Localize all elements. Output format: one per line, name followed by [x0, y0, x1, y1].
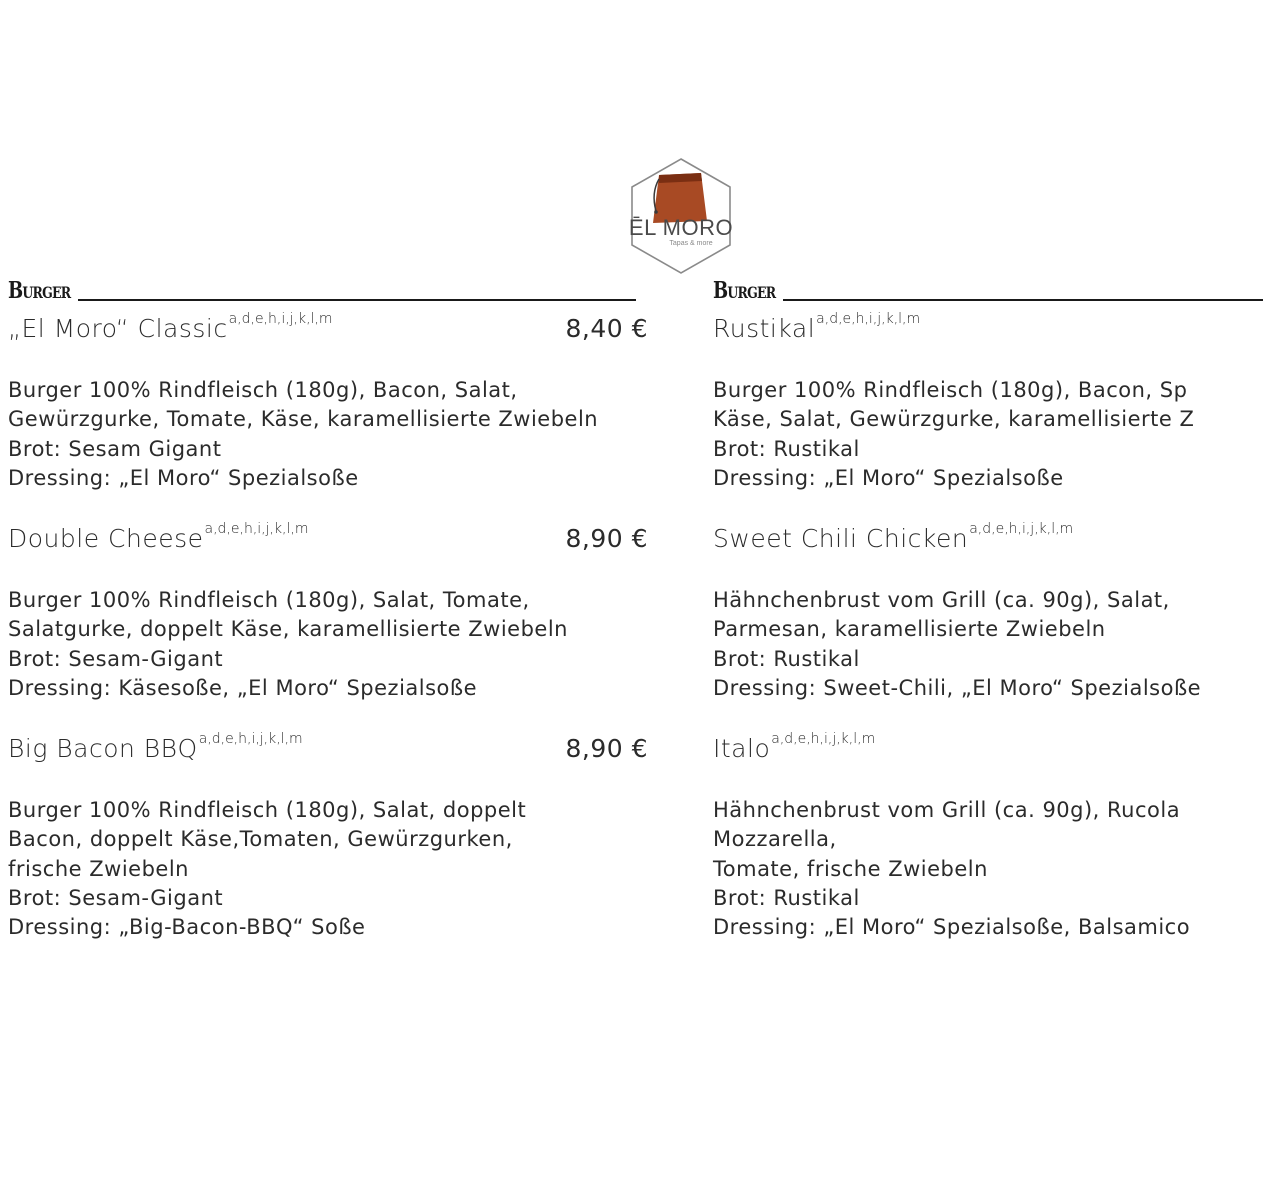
description-line: Dressing: „El Moro“ Spezialsoße, Balsamico — [713, 915, 1191, 940]
allergen-codes: a,d,e,h,i,j,k,l,m — [204, 521, 309, 537]
menu-item-name: Italo$^{a,d,e,h,i,j,k,l,m}$ — [713, 731, 876, 763]
menu-item-name: Sweet Chili Chicken$^{a,d,e,h,i,j,k,l,m}$ — [713, 521, 1074, 553]
fez-hat-icon — [629, 157, 733, 275]
menu-item-description — [8, 586, 648, 703]
description-line: Brot: Rustikal — [713, 436, 860, 461]
menu-item-header — [8, 311, 648, 356]
menu-item-name: „El Moro“ Classic$^{a,d,e,h,i,j,k,l,m}$ — [8, 311, 333, 343]
description-line: Salatgurke, doppelt Käse, karamellisierte Zwiebeln — [8, 617, 568, 642]
description-line: Käse, Salat, Gewürzgurke, karamellisierte Z — [713, 407, 1195, 432]
menu-item — [713, 731, 1200, 942]
allergen-codes: a,d,e,h,i,j,k,l,m — [228, 311, 333, 327]
menu-item-description — [8, 796, 648, 942]
menu-item-name: Rustikal$^{a,d,e,h,i,j,k,l,m}$ — [713, 311, 921, 343]
menu-item-header — [713, 521, 1200, 566]
description-line: Brot: Rustikal — [713, 885, 860, 910]
menu-item — [8, 521, 648, 703]
allergen-codes: a,d,e,h,i,j,k,l,m — [198, 731, 303, 747]
allergen-codes: a,d,e,h,i,j,k,l,m — [816, 311, 921, 327]
menu-column-right — [713, 268, 1202, 940]
allergen-codes: a,d,e,h,i,j,k,l,m — [771, 731, 876, 747]
description-line: Parmesan, karamellisierte Zwiebeln — [713, 617, 1106, 642]
menu-item-header — [713, 731, 1200, 776]
menu-item-price: 8,90 € — [565, 524, 648, 553]
section-divider — [783, 299, 1263, 301]
description-line: Dressing: „El Moro“ Spezialsoße — [713, 465, 1064, 490]
description-line: Brot: Sesam-Gigant — [8, 646, 224, 671]
description-line: Burger 100% Rindfleisch (180g), Bacon, Salat, — [8, 378, 518, 402]
menu-item-price: 8,90 € — [565, 734, 648, 763]
menu-item — [8, 731, 648, 942]
logo-tagline: Tapas & more — [669, 240, 713, 247]
description-line: frische Zwiebeln — [8, 856, 189, 881]
description-line: Brot: Sesam-Gigant — [8, 885, 224, 910]
menu-item — [713, 521, 1202, 703]
menu-item-header — [8, 521, 648, 566]
menu-item — [713, 311, 1200, 493]
menu-item-price: 8,40 € — [565, 314, 648, 343]
section-title: Burger — [8, 277, 71, 304]
description-line: Hähnchenbrust vom Grill (ca. 90g), Salat, — [713, 588, 1170, 612]
section-header — [8, 268, 648, 302]
section-divider — [78, 299, 636, 301]
menu-column-left — [8, 268, 648, 940]
menu-item-description — [8, 376, 648, 493]
description-line: Tomate, frische Zwiebeln — [713, 856, 988, 881]
menu-item-description — [713, 796, 1200, 942]
description-line: Mozzarella, — [713, 827, 837, 852]
description-line: Dressing: „El Moro“ Spezialsoße — [8, 465, 359, 490]
menu-item-header — [8, 731, 648, 776]
description-line: Bacon, doppelt Käse,Tomaten, Gewürzgurken, — [8, 827, 513, 852]
description-line: Burger 100% Rindfleisch (180g), Bacon, Sp — [713, 378, 1188, 402]
description-line: Brot: Rustikal — [713, 646, 860, 671]
el-moro-logo — [629, 157, 733, 275]
menu-item-name: Big Bacon BBQ$^{a,d,e,h,i,j,k,l,m}$ — [8, 731, 303, 763]
menu-item-description — [713, 586, 1200, 703]
description-line: Hähnchenbrust vom Grill (ca. 90g), Rucola — [713, 798, 1181, 822]
logo-name: ĒL MORO — [628, 215, 734, 240]
section-title: Burger — [713, 277, 776, 304]
description-line: Dressing: „Big-Bacon-BBQ“ Soße — [8, 915, 366, 940]
menu-item-header — [713, 311, 1200, 356]
menu-item-description — [713, 376, 1200, 493]
description-line: Burger 100% Rindfleisch (180g), Salat, doppelt — [8, 798, 527, 822]
description-line: Gewürzgurke, Tomate, Käse, karamellisierte Zwiebeln — [8, 407, 599, 432]
description-line: Burger 100% Rindfleisch (180g), Salat, Tomate, — [8, 588, 530, 612]
description-line: Brot: Sesam Gigant — [8, 436, 222, 461]
section-header — [713, 268, 1200, 302]
menu-item-name: Double Cheese$^{a,d,e,h,i,j,k,l,m}$ — [8, 521, 309, 553]
allergen-codes: a,d,e,h,i,j,k,l,m — [969, 521, 1074, 537]
menu-item — [8, 311, 648, 493]
description-line: Dressing: Sweet-Chili, „El Moro“ Spezialsoße — [713, 675, 1202, 700]
description-line: Dressing: Käsesoße, „El Moro“ Spezialsoße — [8, 675, 478, 700]
